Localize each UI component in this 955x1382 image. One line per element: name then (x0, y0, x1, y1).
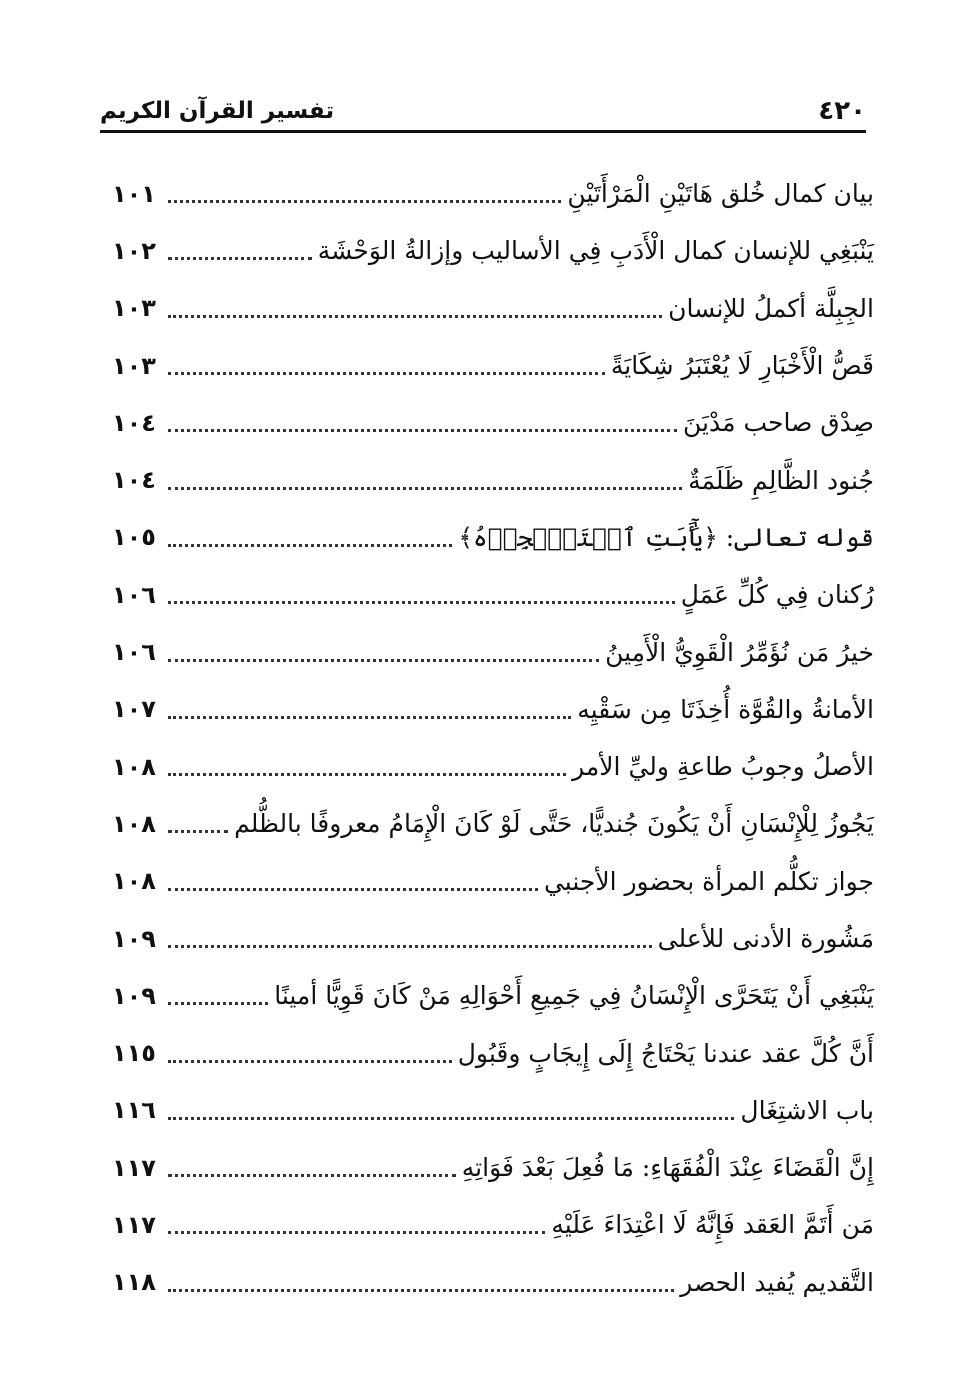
toc-entry-page: ١٠٩ (112, 981, 156, 1010)
dot-leader (168, 945, 652, 948)
dot-leader (168, 888, 538, 891)
toc-entry (112, 337, 874, 394)
dot-leader (168, 315, 662, 318)
toc-entry-title: جواز تكلُّم المرأة بحضور الأجنبي (543, 866, 874, 896)
toc-entry-title: يَنْبَغِي للإنسان كمال الْأَدَبِ فِي الأساليب وإزالةُ الوَحْشَة (317, 236, 874, 266)
toc-entry-page: ١٠٨ (112, 752, 156, 781)
dot-leader (168, 1289, 674, 1292)
dot-leader (168, 487, 682, 490)
toc-entry-title: رُكنان فِي كُلِّ عَمَلٍ (680, 580, 874, 610)
toc-entry-page: ١١٧ (112, 1153, 156, 1182)
dot-leader (168, 773, 566, 776)
toc-entry-title: مَشُورة الأدنى للأعلى (657, 924, 874, 953)
toc-entry-title: قَصُّ الْأَخْبَارِ لَا يُعْتَبَرُ شِكَايَةً (610, 351, 874, 381)
dot-leader (168, 1060, 452, 1063)
toc-entry-page: ١٠٥ (112, 523, 156, 552)
toc-entry (112, 967, 874, 1024)
toc-entry-title: الأصلُ وجوبُ طاعةِ وليِّ الأمر (572, 752, 874, 782)
toc-entry-page: ١٠٦ (112, 580, 156, 609)
toc-entry-title: أَنَّ كُلَّ عقد عندنا يَحْتَاجُ إِلَى إِيجَابٍ وقَبُول (457, 1038, 874, 1068)
toc-entry (112, 738, 874, 795)
toc-entry (112, 1024, 874, 1081)
dot-leader (168, 1231, 545, 1234)
dot-leader (168, 372, 605, 375)
toc-entry (112, 280, 874, 337)
toc-entry-page: ١٠٢ (112, 236, 156, 265)
toc-entry-page: ١٠١ (112, 179, 156, 208)
toc-entry-page: ١١٧ (112, 1210, 156, 1239)
toc-entry-page: ١٠٦ (112, 638, 156, 667)
toc-entry-page: ١٠٨ (112, 867, 156, 896)
running-title: تفسير القرآن الكريم (100, 98, 335, 124)
dot-leader (168, 200, 561, 203)
toc-entry-title: باب الاشتِغَال (740, 1095, 874, 1125)
toc-entry (112, 165, 874, 222)
dot-leader (168, 544, 452, 547)
toc-entry-title: قوله تعالى: ﴿يَٰٓأَبَتِ ٱسۡتَـٔۡجِرۡهُ﴾ (458, 522, 874, 552)
toc-entry (112, 509, 874, 566)
toc-entry-title: مَن أَتَمَّ العَقد فَإِنَّهُ لَا اعْتِدَاءَ عَلَيْهِ (551, 1210, 874, 1240)
toc-entry-page: ١٠٣ (112, 294, 156, 323)
dot-leader (168, 429, 677, 432)
page-number: ٤٢٠ (818, 96, 866, 126)
toc-entry (112, 1082, 874, 1139)
toc-entry-page: ١١٥ (112, 1039, 156, 1068)
toc-entry (112, 222, 874, 279)
toc-entry-title: التَّقديم يُفيد الحصر (680, 1267, 874, 1297)
toc-entry-title: جُنود الظَّالِمِ ظَلَمَةٌ (688, 465, 874, 495)
dot-leader (168, 1117, 734, 1120)
toc-entry-title: الأمانةُ والقُوَّة أُخِذَتَا مِن سَقْيِه (577, 694, 874, 724)
dot-leader (168, 1002, 268, 1005)
dot-leader (168, 257, 312, 260)
toc-entry-title: خيرُ مَن نُؤَمِّرُ الْقَوِيُّ الْأَمِينُ (605, 637, 874, 667)
table-of-contents (112, 165, 874, 1311)
toc-entry (112, 623, 874, 680)
toc-entry (112, 681, 874, 738)
dot-leader (168, 716, 571, 719)
dot-leader (168, 830, 228, 833)
toc-entry-page: ١٠٤ (112, 408, 156, 437)
toc-entry-page: ١٠٩ (112, 924, 156, 953)
toc-entry (112, 566, 874, 623)
toc-entry-title: الجِبِلَّة أكملُ للإنسان (668, 293, 874, 323)
dot-leader (168, 1174, 456, 1177)
toc-entry (112, 1139, 874, 1196)
toc-entry (112, 1196, 874, 1253)
toc-entry-page: ١٠٧ (112, 695, 156, 724)
toc-entry (112, 394, 874, 451)
toc-entry (112, 853, 874, 910)
toc-entry-title: صِدْق صاحب مَدْيَنَ (683, 408, 874, 438)
toc-entry-title: يَجُوزُ لِلْإِنْسَانِ أَنْ يَكُونَ جُنديًّا، حَتَّى لَوْ كَانَ الْإِمَامُ معروفًا بالظُّلم (234, 809, 874, 839)
toc-entry-page: ١٠٤ (112, 466, 156, 495)
toc-entry-title: يَنْبَغِي أَنْ يَتَحَرَّى الْإِنْسَانُ فِي جَمِيعِ أَحْوَالِهِ مَنْ كَانَ قَوِيًّا أمينًا (274, 981, 874, 1011)
toc-entry (112, 795, 874, 852)
toc-entry (112, 451, 874, 508)
dot-leader (168, 601, 675, 604)
toc-entry-page: ١٠٨ (112, 809, 156, 838)
toc-entry (112, 1254, 874, 1311)
dot-leader (168, 659, 599, 662)
toc-entry-title: بيان كمال خُلق هَاتَيْنِ الْمَرْأَتَيْنِ (567, 179, 874, 209)
page-header (100, 92, 866, 133)
toc-entry-page: ١٠٣ (112, 351, 156, 380)
toc-entry-title: إِنَّ الْقَضَاءَ عِنْدَ الْفُقَهَاءِ: مَا فُعِلَ بَعْدَ فَوَاتِهِ (461, 1153, 874, 1183)
toc-entry-page: ١١٦ (112, 1096, 156, 1125)
toc-entry-page: ١١٨ (112, 1268, 156, 1297)
toc-entry (112, 910, 874, 967)
